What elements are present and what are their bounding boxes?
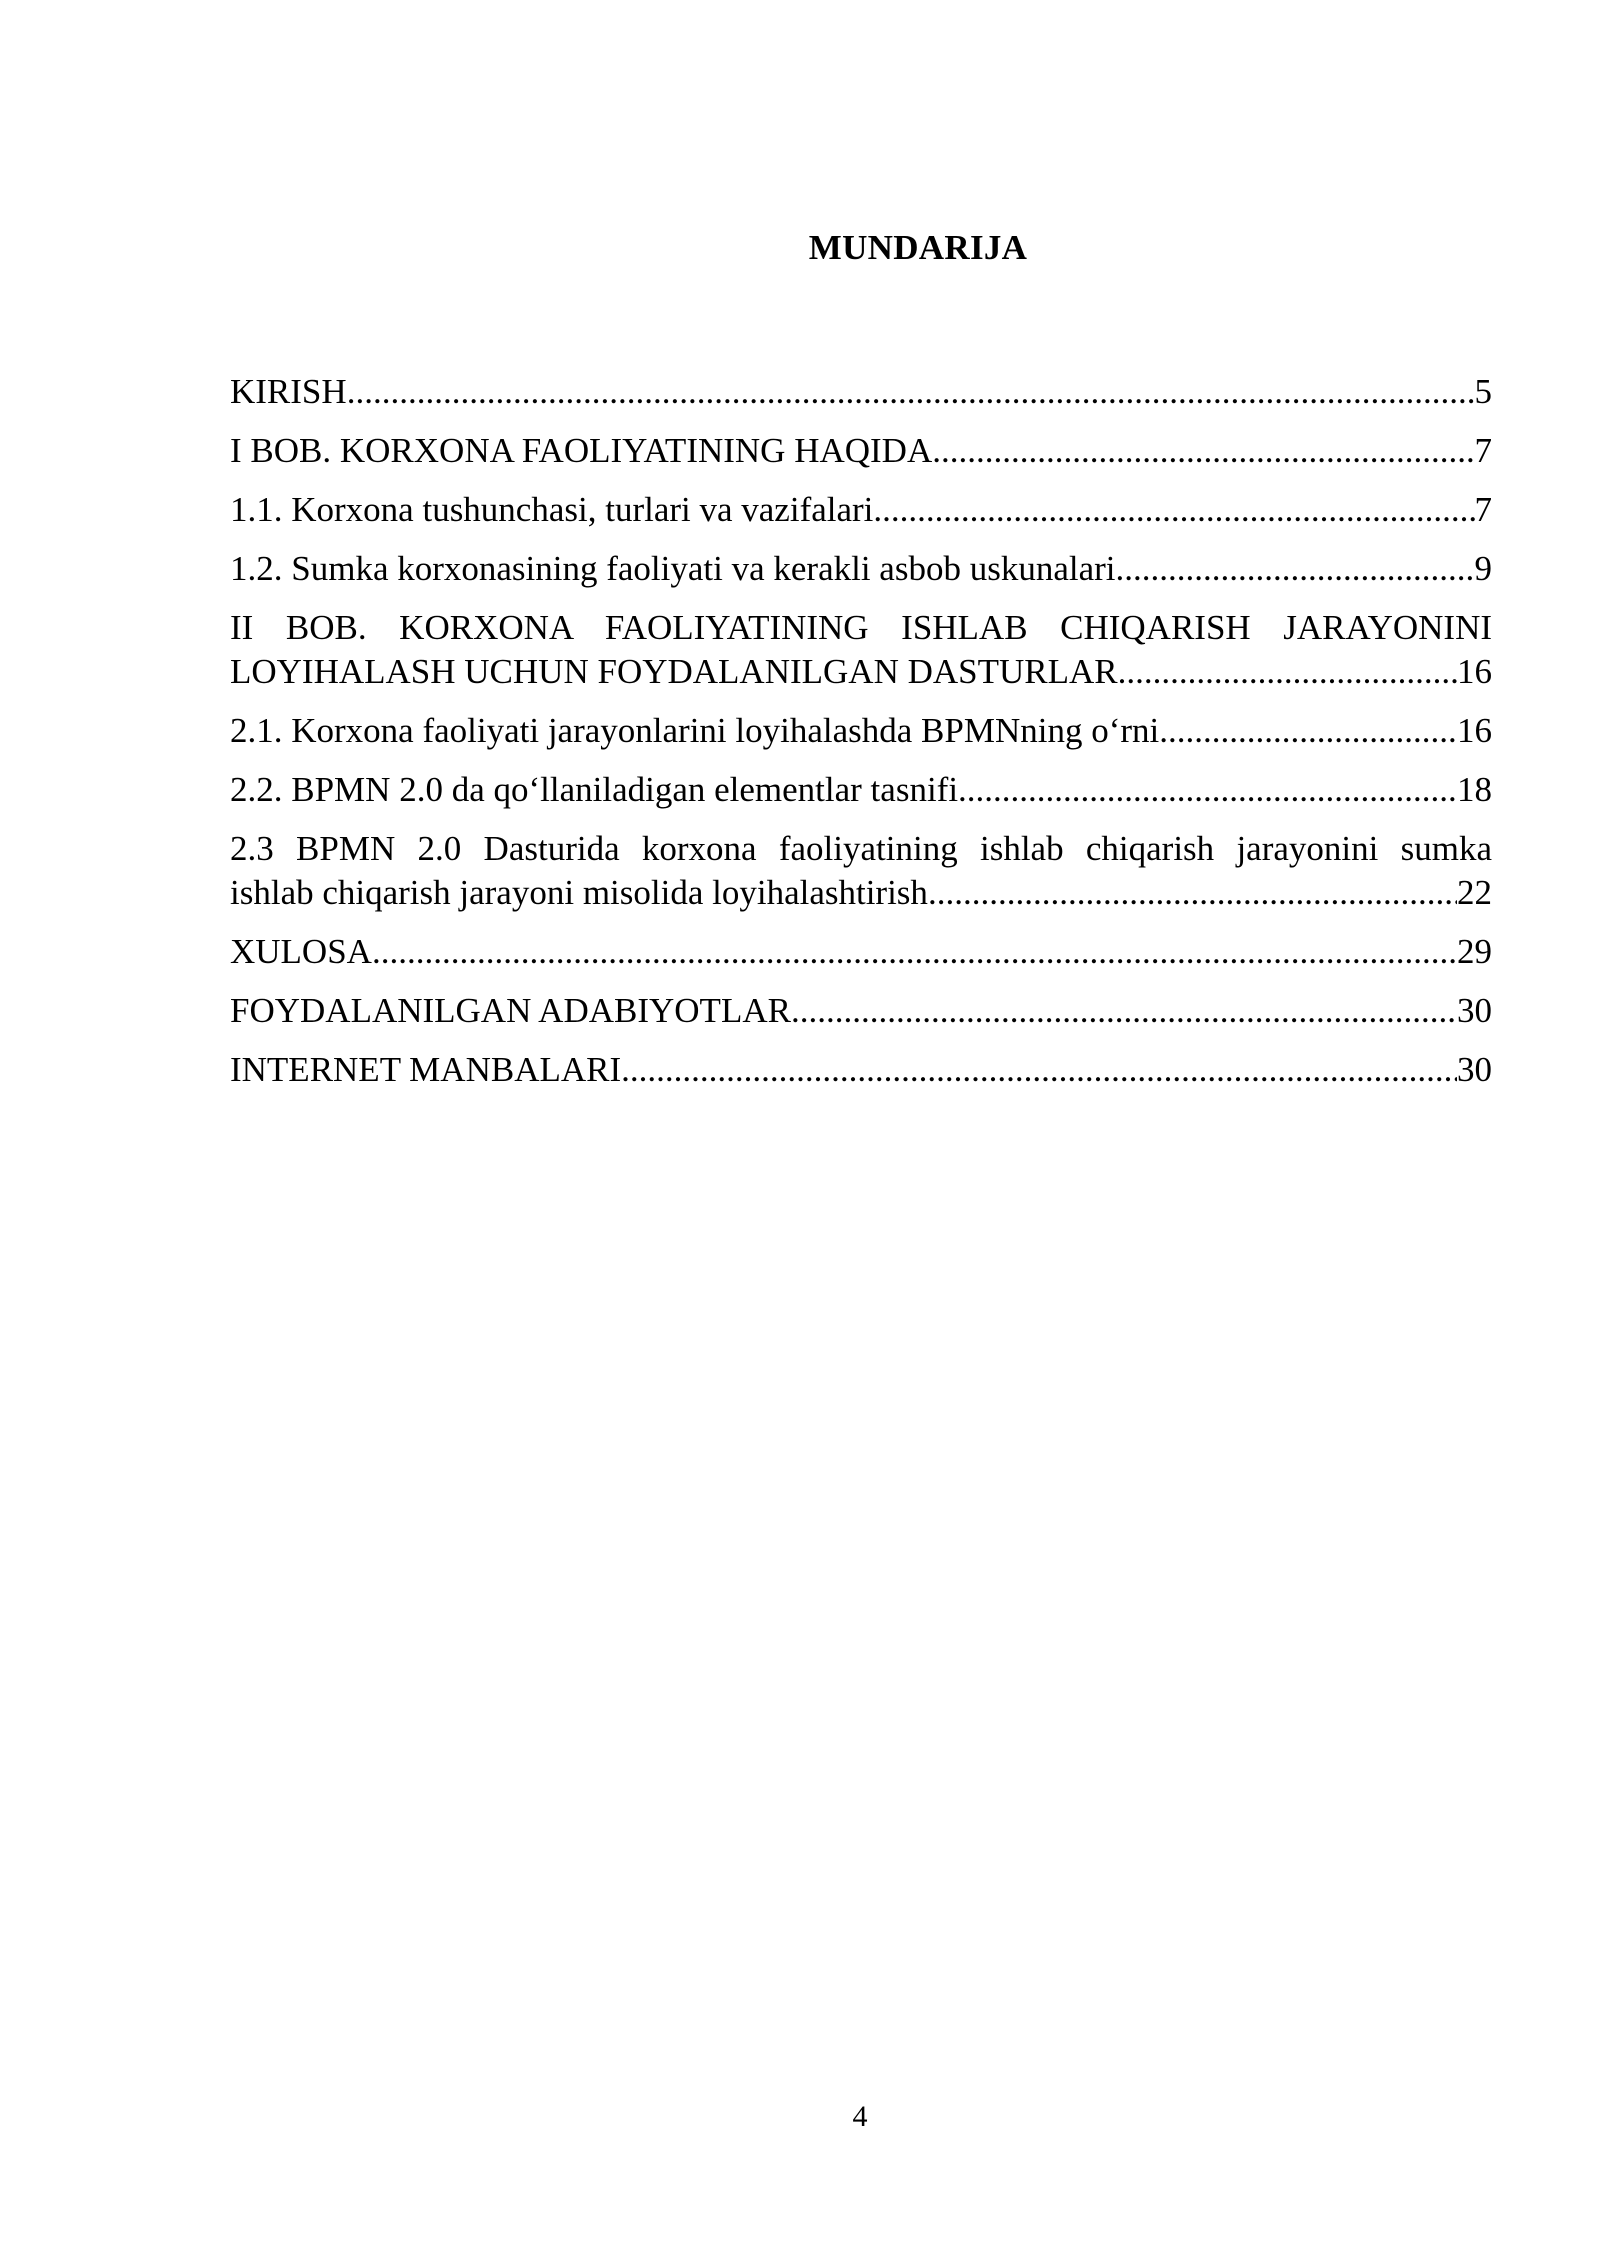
toc-entry-label-line1: II BOB. KORXONA FAOLIYATINING ISHLAB CHIQARISH JARAYONINI (230, 608, 1492, 647)
toc-entry-page: 16 (1457, 652, 1492, 691)
page-title: MUNDARIJA (808, 228, 1028, 267)
toc-entry-page: 18 (1457, 770, 1492, 809)
toc-leader-dots (372, 930, 1457, 974)
toc-entry-page: 7 (1474, 490, 1492, 529)
toc-entry-section-2-2[interactable] (230, 768, 1492, 812)
toc-entry-page: 22 (1457, 873, 1492, 912)
table-of-contents (230, 370, 1492, 1107)
toc-leader-dots (347, 370, 1475, 414)
toc-entry-label-line1: 2.3 BPMN 2.0 Dasturida korxona faoliyatining ishlab chiqarish jarayonini sumka (230, 829, 1492, 868)
toc-entry-label: XULOSA (230, 932, 372, 971)
toc-leader-dots (958, 768, 1457, 812)
page-number: 4 (852, 2100, 868, 2133)
toc-entry-adabiyotlar[interactable] (230, 989, 1492, 1033)
toc-entry-section-2-1[interactable] (230, 709, 1492, 753)
toc-entry-label: KIRISH (230, 372, 347, 411)
toc-leader-dots (1116, 547, 1475, 591)
toc-entry-section-1-2[interactable] (230, 547, 1492, 591)
toc-entry-page: 30 (1457, 991, 1492, 1030)
toc-entry-internet-manbalari[interactable] (230, 1048, 1492, 1092)
toc-leader-dots (791, 989, 1457, 1033)
toc-entry-kirish[interactable] (230, 370, 1492, 414)
toc-entry-page: 7 (1474, 431, 1492, 470)
toc-leader-dots (928, 871, 1457, 915)
toc-entry-page: 5 (1474, 372, 1492, 411)
toc-entry-label: I BOB. KORXONA FAOLIYATINING HAQIDA (230, 431, 933, 470)
toc-entry-label: 1.2. Sumka korxonasining faoliyati va kerakli asbob uskunalari (230, 549, 1116, 588)
toc-leader-dots (1159, 709, 1457, 753)
toc-entry-page: 30 (1457, 1050, 1492, 1089)
toc-entry-section-1-1[interactable] (230, 488, 1492, 532)
toc-entry-label: 2.1. Korxona faoliyati jarayonlarini loyihalashda BPMNning o‘rni (230, 711, 1160, 750)
toc-entry-label: INTERNET MANBALARI (230, 1050, 622, 1089)
toc-entry-label: 2.2. BPMN 2.0 da qo‘llaniladigan elementlar tasnifi (230, 770, 959, 809)
toc-entry-page: 9 (1474, 549, 1492, 588)
toc-leader-dots (1118, 650, 1457, 694)
toc-entry-page: 29 (1457, 932, 1492, 971)
toc-entry-label: FOYDALANILGAN ADABIYOTLAR (230, 991, 791, 1030)
toc-entry-chapter-2[interactable] (230, 606, 1492, 694)
toc-leader-dots (932, 429, 1474, 473)
toc-leader-dots (873, 488, 1474, 532)
toc-entry-chapter-1[interactable] (230, 429, 1492, 473)
toc-entry-section-2-3[interactable] (230, 827, 1492, 915)
toc-leader-dots (621, 1048, 1457, 1092)
toc-entry-label: LOYIHALASH UCHUN FOYDALANILGAN DASTURLAR (230, 652, 1118, 691)
toc-entry-xulosa[interactable] (230, 930, 1492, 974)
toc-entry-label: 1.1. Korxona tushunchasi, turlari va vazifalari (230, 490, 874, 529)
toc-entry-label: ishlab chiqarish jarayoni misolida loyihalashtirish (230, 873, 928, 912)
toc-entry-page: 16 (1457, 711, 1492, 750)
